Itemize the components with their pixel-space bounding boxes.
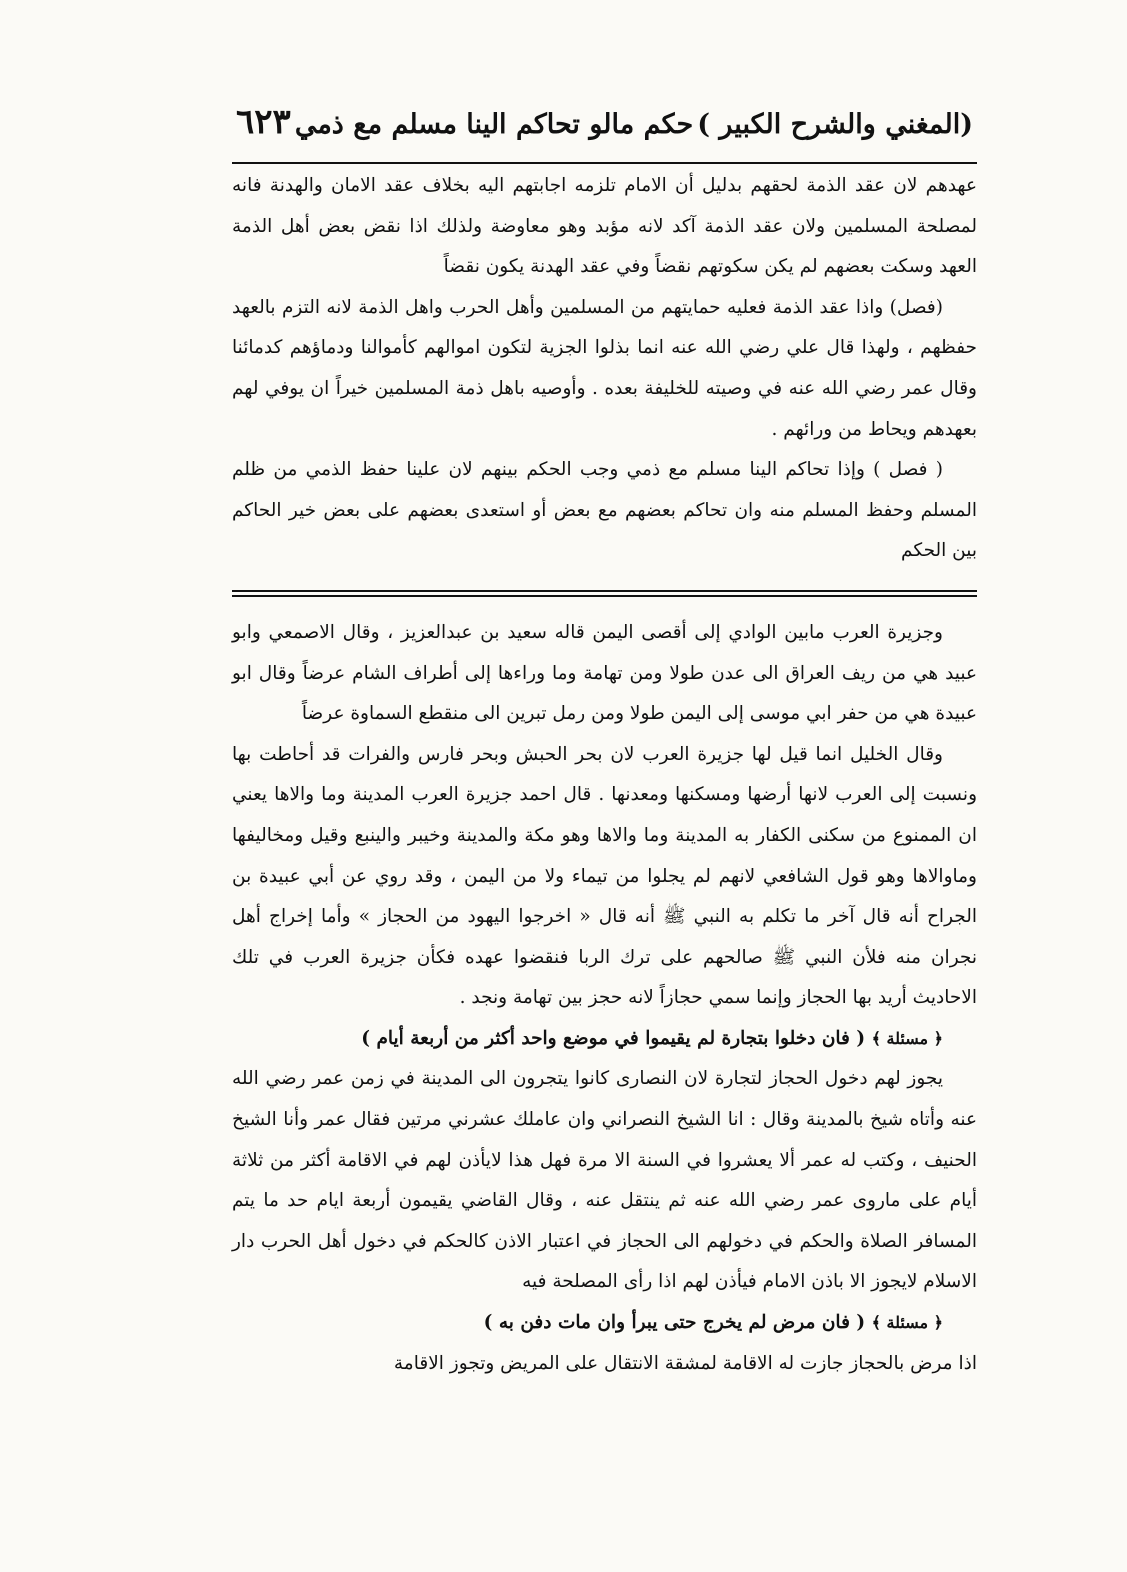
masala-text: ( فان مرض لم يخرج حتى يبرأ وان مات دفن به ) (483, 1312, 866, 1334)
paragraph: وجزيرة العرب مابين الوادي إلى أقصى اليمن قاله سعيد بن عبدالعزيز ، وقال الاصمعي وابو عبيد هي من ريف العراق الى عدن طولا ومن تهامة وما وراءها إلى أطراف الشام عرضاً وقال ابو عبيدة هي من حفر ابي موسى إلى اليمن طولا ومن رمل تبرين الى منقطع السماوة عرضاً (232, 621, 977, 725)
paragraph: (فصل) واذا عقد الذمة فعليه حمايتهم من المسلمين وأهل الحرب واهل الذمة لانه التزم بالعهد حفظهم ، ولهذا قال علي رضي الله عنه انما بذلوا الجزية لتكون اموالهم كأموالنا ودماؤهم كدمائنا وقال عمر رضي الله عنه في وصيته للخليفة بعده . وأوصيه باهل ذمة المسلمين خيراً ان يوفي لهم بعهدهم ويحاط من ورائهم . (232, 296, 977, 440)
paragraph: اذا مرض بالحجاز جازت له الاقامة لمشقة الانتقال على المريض وتجوز الاقامة (393, 1352, 977, 1374)
page-header (232, 102, 977, 164)
paragraph: يجوز لهم دخول الحجاز لتجارة لان النصارى كانوا يتجرون الى المدينة في زمن عمر رضي الله عنه وأتاه شيخ بالمدينة وقال : انا الشيخ النصراني وان عاملك عشرني مرتين فقال عمر وأنا الشيخ الحنيف ، وكتب له عمر ألا يعشروا في السنة الا مرة فهل هذا لايأذن لهم في الاقامة أكثر من ثلاثة أيام على ماروى عمر رضي الله عنه ثم ينتقل عنه ، وقال القاضي يقيمون أربعة ايام حد ما يتم المسافر الصلاة والحكم في دخولهم الى الحجاز في اعتبار الاذن كالحكم في دخول أهل الحرب دار الاسلام لايجوز الا باذن الامام فيأذن لهم اذا رأى المصلحة فيه (232, 1068, 977, 1293)
paragraph: عهدهم لان عقد الذمة لحقهم بدليل أن الامام تلزمه اجابتهم اليه بخلاف عقد الامان والهدنة فانه لمصلحة المسلمين ولان عقد الذمة آكد لانه مؤبد وهو معاوضة ولذلك اذا نقض بعض أهل الذمة العهد وسكت بعضهم لم يكن سكوتهم نقضاً وفي عقد الهدنة يكون نقضاً (232, 175, 977, 278)
double-rule-divider (232, 590, 977, 597)
book-title: (المغني والشرح الكبير ) (697, 109, 973, 140)
masala-heading (232, 1019, 977, 1060)
masala-label: ﴿ مسئلة ﴾ (871, 1313, 943, 1333)
upper-text (232, 166, 977, 572)
paragraph: ( فصل ) وإذا تحاكم الينا مسلم مع ذمي وجب الحكم بينهم لان علينا حفظ الذمي من ظلم المسلم وحفظ المسلم منه وان تحاكم بعضهم مع بعض أو استعدى بعضهم على بعض خير الحاكم بين الحكم (232, 459, 977, 562)
paragraph: وقال الخليل انما قيل لها جزيرة العرب لان بحر الحبش وبحر فارس والفرات قد أحاطت بها ونسبت إلى العرب لانها أرضها ومسكنها ومعدنها . قال احمد جزيرة العرب المدينة وما والاها يعني ان الممنوع من سكنى الكفار به المدينة وما والاها وهو مكة والمدينة وخيبر والينبع وقيل ومخاليفها وماوالاها وهو قول الشافعي لانهم لم يجلوا من تيماء ولا من اليمن ، وقد روي عن أبي عبيدة بن الجراح أنه قال آخر ما تكلم به النبي ﷺ أنه قال « اخرجوا اليهود من الحجاز » وأما إخراج أهل نجران منه فلأن النبي ﷺ صالحهم على ترك الربا فنقضوا عهده فكأن جزيرة العرب في تلك الاحاديث أريد بها الحجاز وإنما سمي حجازاً لانه حجز بين تهامة ونجد . (232, 743, 977, 1009)
masala-label: ﴿ مسئلة ﴾ (871, 1028, 943, 1048)
lower-text (232, 613, 977, 1384)
section-title: حكم مالو تحاكم الينا مسلم مع ذمي (294, 109, 694, 140)
masala-text: ( فان دخلوا بتجارة لم يقيموا في موضع واحد أكثر من أربعة أيام ) (361, 1027, 866, 1049)
page-number: ٦٢٣ (236, 102, 291, 142)
masala-heading (232, 1303, 977, 1344)
